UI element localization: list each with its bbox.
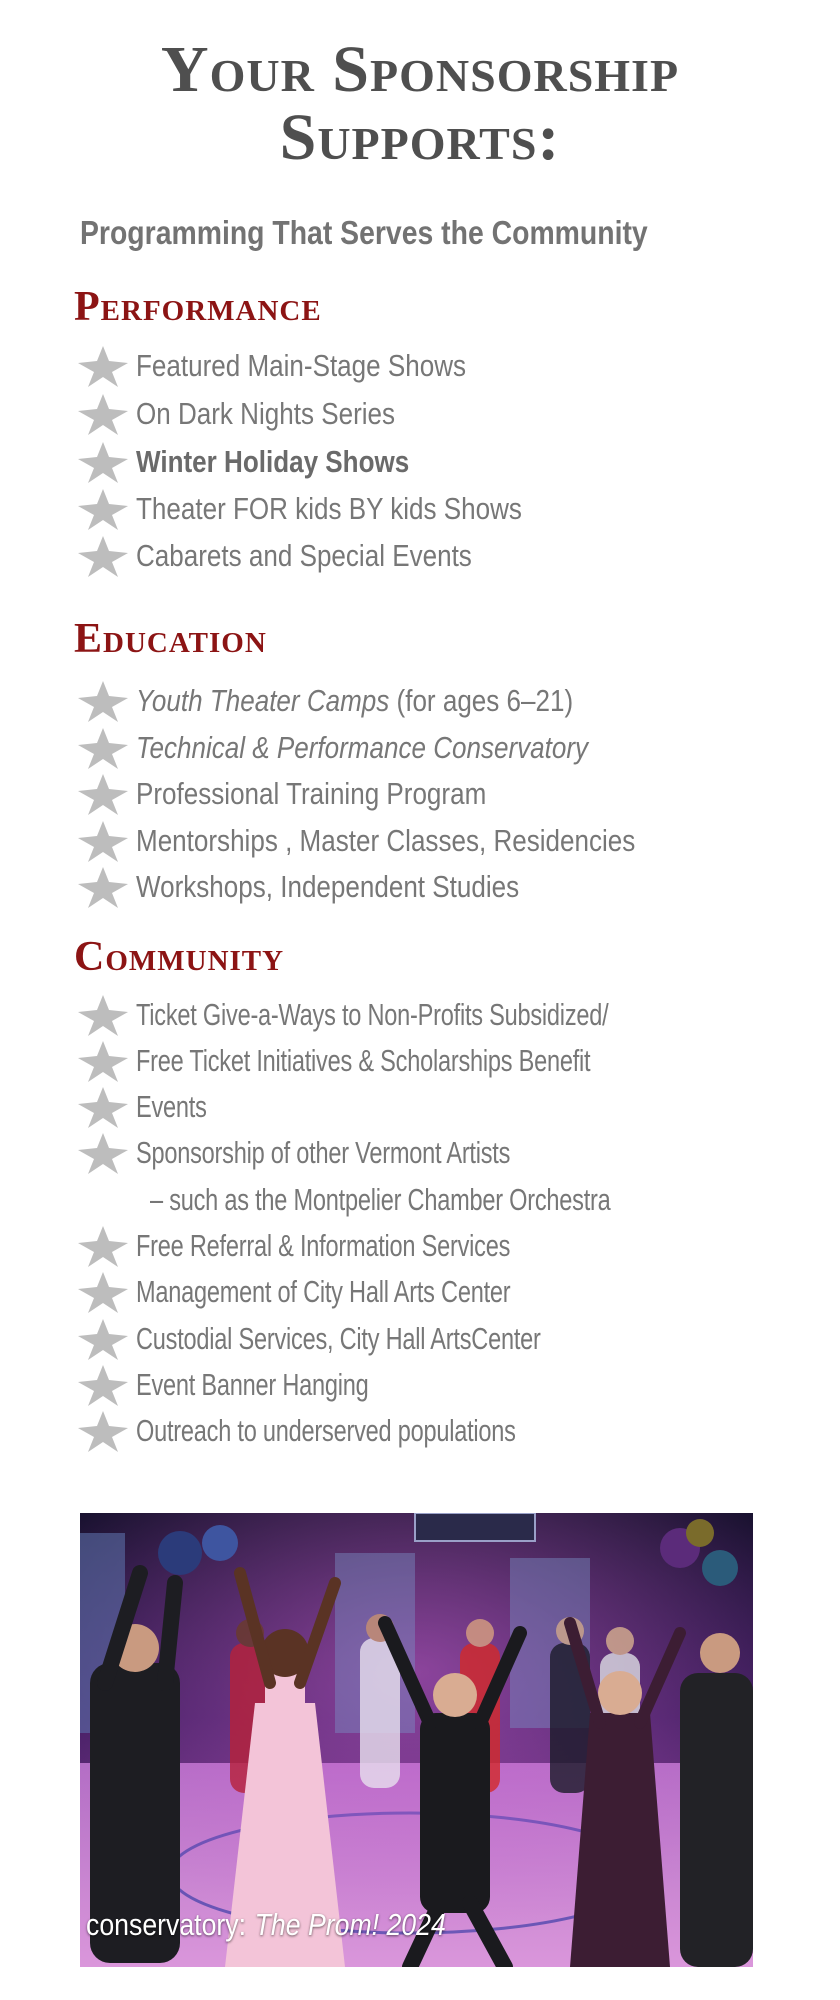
item-text: Featured Main-Stage Shows xyxy=(136,348,467,383)
star-icon xyxy=(76,1409,130,1453)
list-item xyxy=(76,1269,629,1315)
production-photo xyxy=(80,1513,753,1967)
list-item xyxy=(76,1223,628,1269)
caption-show: The Prom! 2024 xyxy=(254,1907,446,1942)
star-icon xyxy=(76,819,130,863)
star-icon xyxy=(76,392,130,436)
list-item xyxy=(76,1130,628,1176)
list-item xyxy=(76,992,758,1038)
page-title xyxy=(0,33,840,174)
star-icon xyxy=(76,344,130,388)
item-text: Workshops, Independent Studies xyxy=(136,869,520,904)
item-text: Professional Training Program xyxy=(136,776,487,811)
item-text: Events xyxy=(136,1089,207,1124)
list-item xyxy=(76,771,553,817)
item-text-italic: Youth Theater Camps xyxy=(136,683,390,718)
photo-caption xyxy=(86,1907,446,1943)
page-title-line-1: Your Sponsorship xyxy=(160,33,680,106)
star-icon xyxy=(76,1085,130,1129)
item-text: Ticket Give-a-Ways to Non-Profits Subsidized/ xyxy=(136,997,609,1032)
list-item xyxy=(76,1362,442,1408)
community-heading: Community xyxy=(74,934,285,980)
page-title-line-2: Supports: xyxy=(279,101,561,174)
item-text: Theater FOR kids BY kids Shows xyxy=(136,491,522,526)
star-icon xyxy=(76,1224,130,1268)
star-icon xyxy=(76,534,130,578)
item-text: Sponsorship of other Vermont Artists xyxy=(136,1135,511,1170)
item-text: Free Ticket Initiatives & Scholarships Benefit xyxy=(136,1043,591,1078)
item-text: Mentorships , Master Classes, Residencies xyxy=(136,823,636,858)
item-text: Event Banner Hanging xyxy=(136,1367,369,1402)
list-item xyxy=(76,439,461,485)
list-item xyxy=(76,864,592,910)
star-icon xyxy=(76,772,130,816)
item-text: Management of City Hall Arts Center xyxy=(136,1274,511,1309)
list-item xyxy=(76,343,529,389)
item-text: Winter Holiday Shows xyxy=(136,444,410,479)
star-icon xyxy=(76,993,130,1037)
item-text: Outreach to underserved populations xyxy=(136,1413,516,1448)
item-text: On Dark Nights Series xyxy=(136,396,396,431)
star-icon xyxy=(76,726,130,770)
performance-heading: Performance xyxy=(74,284,322,330)
list-item xyxy=(76,1038,734,1084)
education-heading: Education xyxy=(74,616,267,662)
item-text: Free Referral & Information Services xyxy=(136,1228,511,1263)
item-text: Custodial Services, City Hall ArtsCenter xyxy=(136,1321,541,1356)
star-icon xyxy=(76,487,130,531)
star-icon xyxy=(76,865,130,909)
list-item xyxy=(76,533,536,579)
star-icon xyxy=(76,1363,130,1407)
star-icon xyxy=(76,440,130,484)
item-text: Cabarets and Special Events xyxy=(136,538,472,573)
item-text: Technical & Performance Conservatory xyxy=(136,730,589,765)
item-text xyxy=(136,683,573,719)
item-continuation: – such as the Montpelier Chamber Orchestra xyxy=(150,1182,611,1217)
caption-prefix: conservatory: xyxy=(86,1907,247,1942)
star-icon xyxy=(76,1270,130,1314)
item-text-plain: (for ages 6–21) xyxy=(389,683,574,718)
star-icon xyxy=(76,679,130,723)
star-icon xyxy=(76,1317,130,1361)
list-item xyxy=(76,725,674,771)
list-item xyxy=(76,818,730,864)
list-item xyxy=(76,1316,668,1362)
list-item xyxy=(76,391,444,437)
list-item xyxy=(76,1084,229,1130)
list-item xyxy=(76,486,595,532)
subtitle: Programming That Serves the Community xyxy=(80,214,648,251)
list-item xyxy=(76,678,656,724)
star-icon xyxy=(76,1131,130,1175)
star-icon xyxy=(76,1039,130,1083)
list-item xyxy=(76,1408,636,1454)
